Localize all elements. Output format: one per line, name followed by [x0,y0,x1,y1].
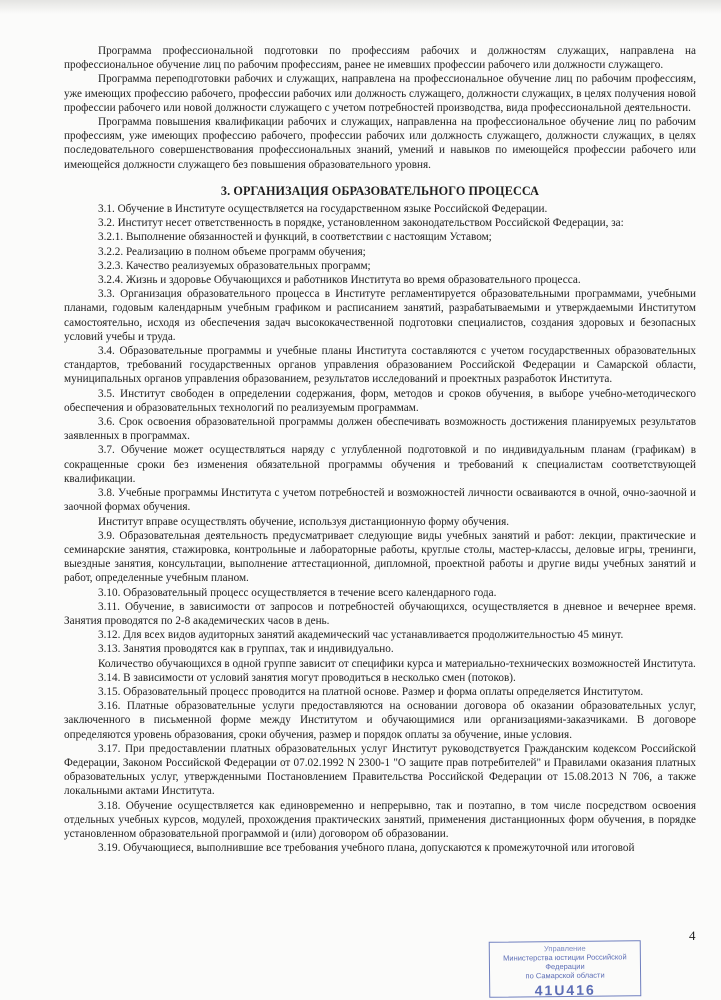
stamp-line-1: Управление [543,943,586,954]
clause-3-1: 3.1. Обучение в Институте осуществляется на государственном языке Российской Федерации. [98,203,548,216]
clause-3-7: 3.7. Обучение может осуществляться наряду с углубленной подготовкой и по индивидуальным планам (графикам) в сокращенные сроки без изменения обязательной программы обучения и требований к специалистам соответствующей квалификации. [64,444,696,485]
document-body [64,44,696,855]
clause-3-8: 3.8. Учебные программы Института с учетом потребностей и возможностей личности осваиваются в очной, очно-заочной и заочной формах обучения. [64,487,696,514]
clause-3-11: 3.11. Обучение, в зависимости от запросов и потребностей обучающихся, осуществляется в дневное и вечернее время. Занятия проводятся по 2-8 академических часов в день. [64,600,696,627]
clause-3-2: 3.2. Институт несет ответственность в порядке, установленном законодательством Российской Федерации, за: [98,217,624,230]
clause-3-19: 3.19. Обучающиеся, выполнившие все требования учебного плана, допускаются к промежуточной или итоговой [98,842,635,855]
clause-3-4: 3.4. Образовательные программы и учебные планы Института составляются с учетом государственных образовательных стандартов, требований государственных органов управления образованием Российской Федерации и Самарской области, муниципальных органов управления образованием, результатов исследований и проектных разработок Института. [64,345,696,386]
clause-3-2-1: 3.2.1. Выполнение обязанностей и функций, в соответствии с настоящим Уставом; [98,231,492,244]
clause-3-18: 3.18. Обучение осуществляется как единовременно и непрерывно, так и поэтапно, в том числе посредством освоения отдельных учебных курсов, модулей, прохождения практических занятий, применения дистанционных форм обучения, в порядке установленном образовательной программой и (или) договором об образовании. [64,799,696,840]
clause-3-17: 3.17. При предоставлении платных образовательных услуг Институт руководствуется Гражданским кодексом Российской Федерации, Законом Российской Федерации от 07.02.1992 N 2300-1 "О защите прав потребителей" и Правилами оказания платных образовательных услуг, утвержденными Постановлением Правительства Российской Федерации от 15.08.2013 N 706, а также локальными актами Института. [64,742,696,798]
intro-paragraph: Программа профессиональной подготовки по профессиям рабочих и должностям служащих, направлена на профессиональное обучение лиц по рабочим профессиям, ранее не имевших профессии рабочего или должности служащего. [64,45,696,72]
clause-3-2-4: 3.2.4. Жизнь и здоровье Обучающихся и работников Института во время образовательного процесса. [98,274,581,287]
clause-3-2-3: 3.2.3. Качество реализуемых образовательных программ; [98,259,371,272]
clause-3-13-note: Количество обучающихся в одной группе зависит от специфики курса и материально-технических возможностей Института. [98,657,696,670]
clause-3-8-note: Институт вправе осуществлять обучение, используя дистанционную форму обучения. [98,515,510,528]
intro-paragraph: Программа повышения квалификации рабочих и служащих, направленна на профессиональное обучение лиц по рабочим профессиям, уже имеющих профессию рабочего, профессии рабочих или должность служащего, должности служащих, в целях последовательного совершенствования профессиональных знаний, умений и навыков по имеющейся профессии рабочего или имеющейся должности служащего без повышения образовательного уровня. [64,116,696,171]
clause-3-12: 3.12. Для всех видов аудиторных занятий академический час устанавливается продолжительностью 45 минут. [98,629,624,642]
clause-3-15: 3.15. Образовательный процесс проводится на платной основе. Размер и форма оплаты определяется Институтом. [98,685,644,698]
clause-3-2-2: 3.2.2. Реализацию в полном объеме программ обучения; [98,245,366,258]
clause-3-13: 3.13. Занятия проводятся как в группах, так и индивидуально. [98,643,394,656]
stamp-line-2: Министерства юстиции Российской Федерации [503,952,627,972]
stamp-number: 41U416 [534,981,596,999]
clause-3-5: 3.5. Институт свободен в определении содержания, форм, методов и сроков обучения, в выборе учебно-методического обеспечения и образовательных технологий по реализуемым программам. [64,387,696,414]
intro-paragraph: Программа переподготовки рабочих и служащих, направлена на профессиональное обучение лиц по рабочим профессиям, уже имеющих профессию рабочего, профессии рабочих или должность служащего, должности служащих, в целях получения новой профессии рабочего или новой должности служащего с учетом потребностей производства, вида профессиональной деятельности. [64,73,696,114]
clause-3-14: 3.14. В зависимости от условий занятия могут проводиться в несколько смен (потоков). [98,671,516,684]
clause-3-10: 3.10. Образовательный процесс осуществляется в течение всего календарного года. [98,586,497,599]
clause-3-6: 3.6. Срок освоения образовательной программы должен обеспечивать возможность достижения планируемых результатов заявленных в программах. [64,416,696,443]
registration-stamp [489,940,642,998]
page-number: 4 [689,928,696,943]
scan-edge-shadow [0,0,721,14]
clause-3-3: 3.3. Организация образовательного процесса в Институте регламентируется образовательными программами, учебными планами, годовым календарным учебным графиком и расписанием занятий, разрабатываемыми и утверждаемыми Институтом самостоятельно, исходя из обеспечения задач высококачественной подготовки специалистов, создания здоровых и безопасных условий учебы и труда. [64,288,696,343]
stamp-line-3: по Самарской области [525,970,605,981]
clause-3-16: 3.16. Платные образовательные услуги предоставляются на основании договора об оказании образовательных услуг, заключенного в письменной форме между Институтом и обучающимися или организациями-заказчиками. В договоре определяются уровень образования, сроки обучения, размер и порядок оплаты за обучение, иные условия. [64,700,696,741]
clause-3-9: 3.9. Образовательная деятельность предусматривает следующие виды учебных занятий и работ: лекции, практические и семинарские занятия, стажировка, контрольные и лабораторные работы, круглые столы, мастер-классы, деловые игры, тренинги, выездные занятия, консультации, выполнение аттестационной, дипломной, проектной работы и другие виды учебных занятий и работ, определенные учебным планом. [64,529,696,585]
section-heading: 3. ОРГАНИЗАЦИЯ ОБРАЗОВАТЕЛЬНОГО ПРОЦЕССА [220,183,540,198]
